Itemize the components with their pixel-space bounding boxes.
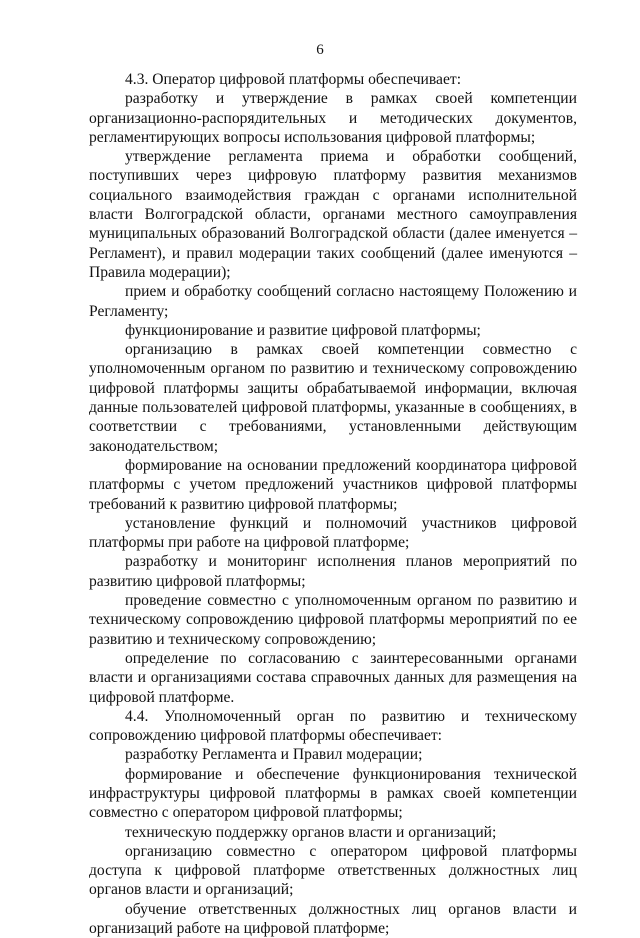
paragraph: определение по согласованию с заинтересованными органами власти и организациями состава справочных данных для размещения на цифровой платформе. (89, 649, 577, 706)
paragraph: организацию в рамках своей компетенции совместно с уполномоченным органом по развитию и техническому сопровождению цифровой платформы защиты обрабатываемой информации, включая данные пользователей цифровой платформы, указанные в сообщениях, в соответствии с требованиями, установленными действующим законодательством; (89, 341, 577, 455)
paragraph: организацию совместно с оператором цифровой платформы доступа к цифровой платформе ответственных должностных лиц органов власти и организаций; (89, 842, 577, 899)
paragraph: проведение совместно с уполномоченным органом по развитию и техническому сопровождению цифровой платформы мероприятий по ее развитию и техническому сопровождению; (89, 592, 577, 648)
paragraph: формирование и обеспечение функционирования технической инфраструктуры цифровой платформы в рамках своей компетенции совместно с оператором цифровой платформы; (89, 765, 577, 822)
paragraph: обучение ответственных должностных лиц органов власти и организаций работе на цифровой платформе; (89, 900, 577, 938)
paragraph: установление функций и полномочий участников цифровой платформы при работе на цифровой платформе; (89, 514, 577, 552)
paragraph: прием и обработку сообщений согласно настоящему Положению и Регламенту; (89, 283, 577, 320)
paragraph: разработку и мониторинг исполнения планов мероприятий по развитию цифровой платформы; (89, 553, 577, 590)
paragraph: утверждение регламента приема и обработки сообщений, поступивших через цифровую платформу развития механизмов социального взаимодействия граждан с органами исполнительной власти Волгоградской области, органами местного самоуправления муниципальных образований Волгоградской области (далее именуется – Регламент), и правил модерации таких сообщений (далее именуются – Правила модерации); (89, 148, 577, 281)
section-4-4-heading: 4.4. Уполномоченный орган по развитию и техническому сопровождению цифровой платформы обеспечивает: (89, 707, 577, 745)
paragraph: функционирование и развитие цифровой платформы; (125, 321, 481, 339)
paragraph: разработку Регламента и Правил модерации; (125, 746, 423, 764)
paragraph: разработку и утверждение в рамках своей компетенции организационно-распорядительных и методических документов, регламентирующих вопросы использования цифровой платформы; (89, 90, 577, 146)
section-4-3-heading: 4.3. Оператор цифровой платформы обеспечивает: (125, 71, 462, 88)
page-number: 6 (316, 42, 324, 58)
paragraph: техническую поддержку органов власти и организаций; (125, 823, 497, 841)
paragraph: формирование на основании предложений координатора цифровой платформы с учетом предложений участников цифровой платформы требований к развитию цифровой платформы; (89, 456, 577, 513)
document-body (89, 70, 577, 938)
